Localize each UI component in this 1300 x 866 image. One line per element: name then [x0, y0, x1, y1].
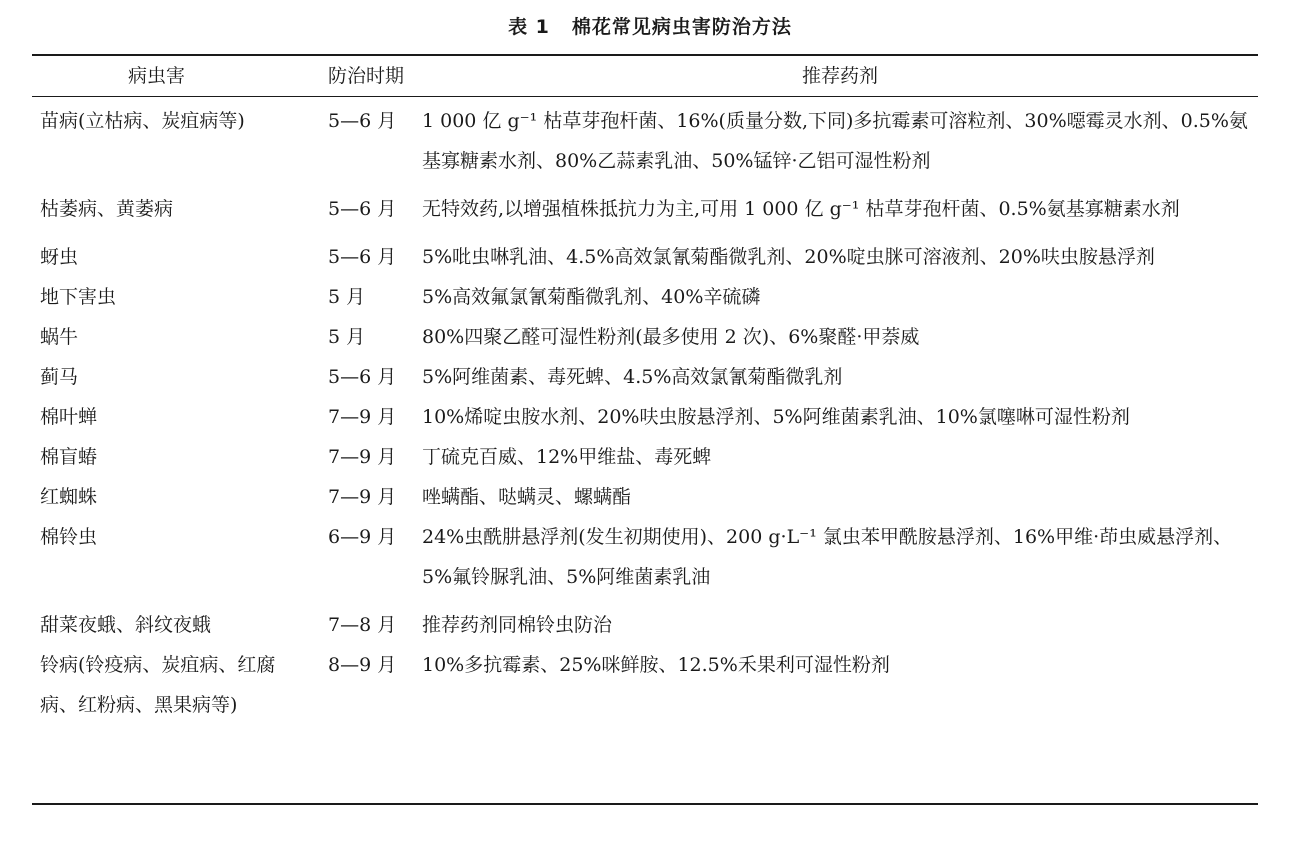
recommended-drugs: 10%烯啶虫胺水剂、20%呋虫胺悬浮剂、5%阿维菌素乳油、10%氯噻啉可湿性粉剂 [422, 406, 1130, 428]
table-row [32, 237, 1258, 277]
recommended-drugs: 80%四聚乙醛可湿性粉剂(最多使用 2 次)、6%聚醛·甲萘威 [422, 326, 920, 348]
header-drugs: 推荐药剂 [801, 65, 878, 87]
pest-name: 红蜘蛛 [40, 486, 98, 508]
table-row [32, 397, 1258, 437]
table-row [32, 317, 1258, 357]
recommended-drugs: 10%多抗霉素、25%咪鲜胺、12.5%禾果利可湿性粉剂 [422, 654, 890, 676]
recommended-drugs: 1 000 亿 g⁻¹ 枯草芽孢杆菌、16%(质量分数,下同)多抗霉素可溶粒剂、30%噁霉灵水剂、0.5%氨基寡糖素水剂、80%乙蒜素乳油、50%锰锌·乙铝可湿性粉剂 [422, 110, 1248, 172]
header-period: 防治时期 [328, 65, 405, 87]
recommended-drugs: 推荐药剂同棉铃虫防治 [422, 614, 613, 636]
table-header-row [32, 55, 1258, 97]
table-bottom-rule [32, 803, 1258, 805]
pest-name: 蜗牛 [40, 326, 79, 348]
table-row [32, 189, 1258, 237]
control-period: 7—9 月 [328, 486, 397, 508]
control-period: 8—9 月 [328, 654, 397, 676]
control-period: 7—9 月 [328, 446, 397, 468]
control-period: 7—9 月 [328, 406, 397, 428]
control-period: 5—6 月 [328, 110, 397, 132]
pest-control-table [32, 54, 1258, 735]
recommended-drugs: 24%虫酰肼悬浮剂(发生初期使用)、200 g·L⁻¹ 氯虫苯甲酰胺悬浮剂、16%甲维·茚虫威悬浮剂、5%氟铃脲乳油、5%阿维菌素乳油 [422, 526, 1233, 588]
table-title: 棉花常见病虫害防治方法 [571, 16, 792, 38]
table-number: 表 1 [508, 16, 550, 38]
table-caption [0, 12, 1300, 42]
table-row [32, 277, 1258, 317]
control-period: 7—8 月 [328, 614, 397, 636]
table-row [32, 605, 1258, 645]
pest-name: 铃病(铃疫病、炭疽病、红腐病、红粉病、黑果病等) [40, 654, 276, 716]
pest-name: 地下害虫 [40, 286, 117, 308]
table-row [32, 517, 1258, 605]
table-row [32, 357, 1258, 397]
recommended-drugs: 唑螨酯、哒螨灵、螺螨酯 [422, 486, 632, 508]
table-row [32, 477, 1258, 517]
pest-name: 棉铃虫 [40, 526, 98, 548]
control-period: 5—6 月 [328, 366, 397, 388]
recommended-drugs: 丁硫克百威、12%甲维盐、毒死蜱 [422, 446, 712, 468]
table-row [32, 97, 1258, 190]
recommended-drugs: 5%吡虫啉乳油、4.5%高效氯氰菊酯微乳剂、20%啶虫脒可溶液剂、20%呋虫胺悬浮剂 [422, 246, 1155, 268]
pest-name: 棉叶蝉 [40, 406, 98, 428]
control-period: 5—6 月 [328, 246, 397, 268]
control-period: 5 月 [328, 286, 366, 308]
control-period: 5—6 月 [328, 198, 397, 220]
pest-name: 蚜虫 [40, 246, 79, 268]
control-period: 5 月 [328, 326, 366, 348]
table-row [32, 437, 1258, 477]
pest-name: 甜菜夜蛾、斜纹夜蛾 [40, 614, 212, 636]
recommended-drugs: 5%阿维菌素、毒死蜱、4.5%高效氯氰菊酯微乳剂 [422, 366, 843, 388]
pest-name: 棉盲蝽 [40, 446, 98, 468]
pest-name: 苗病(立枯病、炭疽病等) [40, 110, 245, 132]
pest-name: 枯萎病、黄萎病 [40, 198, 174, 220]
recommended-drugs: 无特效药,以增强植株抵抗力为主,可用 1 000 亿 g⁻¹ 枯草芽孢杆菌、0.5%氨基寡糖素水剂 [422, 198, 1180, 220]
pest-name: 蓟马 [40, 366, 79, 388]
control-period: 6—9 月 [328, 526, 397, 548]
recommended-drugs: 5%高效氟氯氰菊酯微乳剂、40%辛硫磷 [422, 286, 761, 308]
table-row [32, 645, 1258, 735]
header-pest: 病虫害 [128, 65, 186, 87]
